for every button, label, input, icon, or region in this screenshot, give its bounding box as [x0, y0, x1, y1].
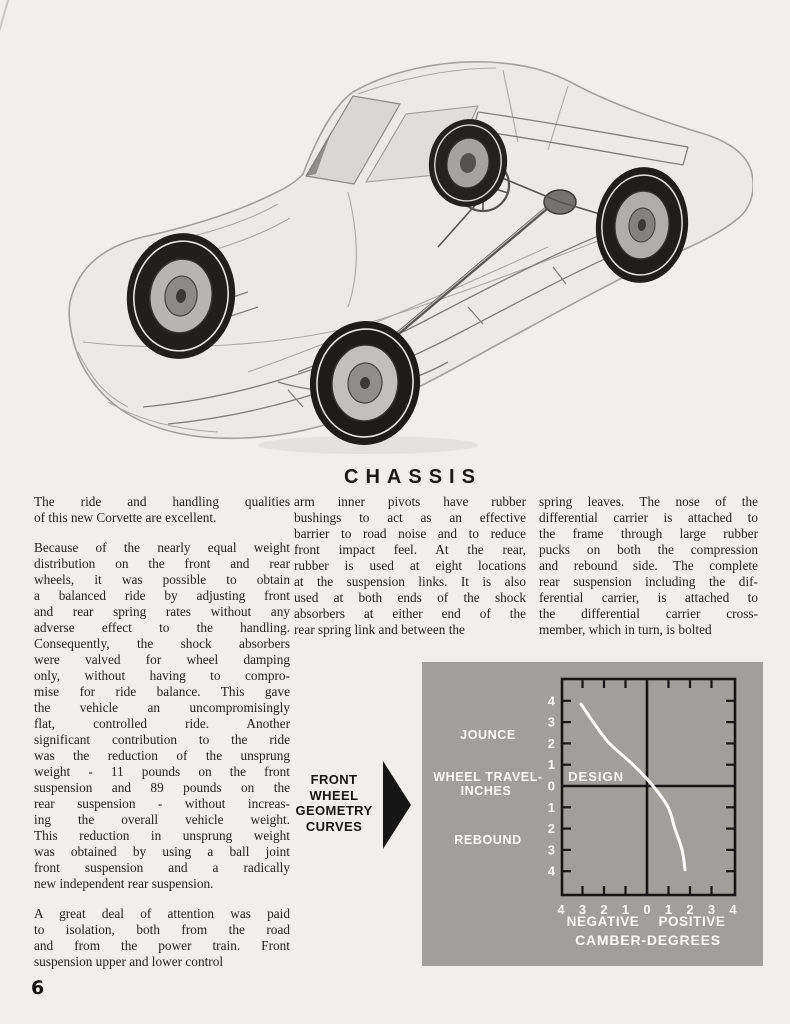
svg-text:1: 1 [664, 902, 673, 917]
text-line: wheels, it was possible to obtain [34, 572, 290, 587]
arrow-right-icon [383, 761, 411, 849]
article-column-3 [539, 494, 758, 652]
figure-caption-line: CURVES [305, 818, 363, 834]
text-line: ferential carrier, is attached to [539, 590, 758, 605]
text-line: barrier to road noise and to reduce [294, 526, 526, 541]
figure-caption-line: FRONT [310, 772, 358, 787]
text-line: The ride and handling qualities [34, 494, 290, 509]
text-line: was the reduction of the unsprung [34, 748, 290, 763]
paragraph [34, 540, 290, 892]
svg-text:3: 3 [707, 902, 716, 917]
article-column-1 [34, 494, 290, 984]
text-line: suspension and 89 pounds on the [34, 780, 290, 795]
text-line: were valved for wheel damping [34, 652, 290, 667]
text-line: significant contribution to the ride [34, 732, 290, 747]
text-line: front suspension and a radically [34, 860, 290, 875]
page-title: CHASSIS [344, 466, 482, 488]
text-line: at the suspension links. It is also [294, 574, 526, 589]
paragraph [34, 906, 290, 970]
camber-chart-svg [422, 662, 763, 966]
text-line: the frame through large rubber [539, 526, 758, 541]
svg-text:4: 4 [547, 693, 555, 709]
text-line: a balanced ride by adjusting front [34, 588, 290, 603]
figure-caption-line: WHEEL [309, 787, 359, 803]
text-line: the differential carrier cross- [539, 606, 758, 621]
text-line: flat, controlled ride. Another [34, 716, 290, 731]
scan-crease-mark [0, 0, 11, 43]
text-line: adverse effect to the handling. [34, 620, 290, 635]
jounce-label: JOUNCE [460, 728, 516, 742]
text-line: rear suspension including the dif- [539, 574, 758, 589]
camber-degrees-label: CAMBER-DEGREES [575, 932, 721, 948]
article-column-2 [294, 494, 526, 652]
text-line: arm inner pivots have rubber [294, 494, 526, 509]
text-line: Because of the nearly equal weight [34, 540, 290, 555]
svg-text:2: 2 [547, 735, 555, 751]
text-line: rear spring link and between the [294, 622, 465, 637]
svg-text:0: 0 [643, 902, 651, 917]
svg-text:1: 1 [547, 799, 555, 815]
text-line: differential carrier is attached to [539, 510, 758, 525]
wheel-travel-units-label: INCHES [460, 784, 512, 798]
positive-axis-label: POSITIVE [658, 914, 726, 929]
svg-text:3: 3 [547, 842, 555, 858]
paragraph [294, 494, 526, 638]
text-line: suspension upper and lower control [34, 954, 224, 969]
svg-text:3: 3 [578, 902, 587, 917]
text-line: was obtained by using a ball joint [34, 844, 290, 859]
text-line: rubber is used at eight locations [294, 558, 526, 573]
corvette-cutaway-illustration [48, 52, 753, 457]
text-line: to isolation, both from the road [34, 922, 290, 937]
svg-text:2: 2 [686, 902, 694, 917]
text-line: only, without having to compro- [34, 668, 290, 683]
svg-text:4: 4 [557, 902, 565, 917]
text-line: member, which in turn, is bolted [539, 622, 712, 637]
svg-text:2: 2 [547, 821, 555, 837]
paragraph [34, 494, 290, 526]
svg-text:4: 4 [547, 863, 555, 879]
text-line: A great deal of attention was paid [34, 906, 290, 921]
text-line: distribution on the front and rear [34, 556, 290, 571]
svg-text:4: 4 [729, 902, 737, 917]
svg-text:1: 1 [621, 902, 630, 917]
svg-text:1: 1 [547, 757, 555, 773]
text-line: and from the power train. Front [34, 938, 290, 953]
text-line: of this new Corvette are excellent. [34, 510, 217, 525]
text-line: spring leaves. The nose of the [539, 494, 758, 509]
text-line: used at both ends of the shock [294, 590, 526, 605]
paragraph [539, 494, 758, 638]
text-line: weight - 11 pounds on the front [34, 764, 290, 779]
svg-text:2: 2 [600, 902, 608, 917]
text-line: rear suspension - without increas- [34, 796, 290, 811]
text-line: Consequently, the shock absorbers [34, 636, 290, 651]
figure-caption [288, 772, 380, 834]
figure-caption-line: GEOMETRY [295, 803, 373, 818]
text-line: This reduction in unsprung weight [34, 828, 290, 843]
text-line: the vehicle an uncompromisingly [34, 700, 290, 715]
svg-text:3: 3 [547, 714, 555, 730]
svg-text:0: 0 [547, 778, 555, 794]
text-line: and rebound side. The complete [539, 558, 758, 573]
text-line: mise for ride balance. This gave [34, 684, 290, 699]
text-line: bushings to act as an effective [294, 510, 526, 525]
page-number: 6 [31, 977, 45, 999]
text-line: new independent rear suspension. [34, 876, 214, 891]
text-line: and rear spring rates without any [34, 604, 290, 619]
text-line: front impact feel. At the rear, [294, 542, 526, 557]
negative-axis-label: NEGATIVE [566, 914, 640, 929]
rebound-label: REBOUND [454, 833, 522, 847]
text-line: ing the overall vehicle weight. [34, 812, 290, 827]
wheel-travel-label: WHEEL TRAVEL- [433, 770, 543, 784]
text-line: pucks on both the compression [539, 542, 758, 557]
camber-chart-figure [422, 662, 763, 966]
design-annotation: DESIGN [568, 769, 624, 784]
text-line: absorbers at either end of the [294, 606, 526, 621]
